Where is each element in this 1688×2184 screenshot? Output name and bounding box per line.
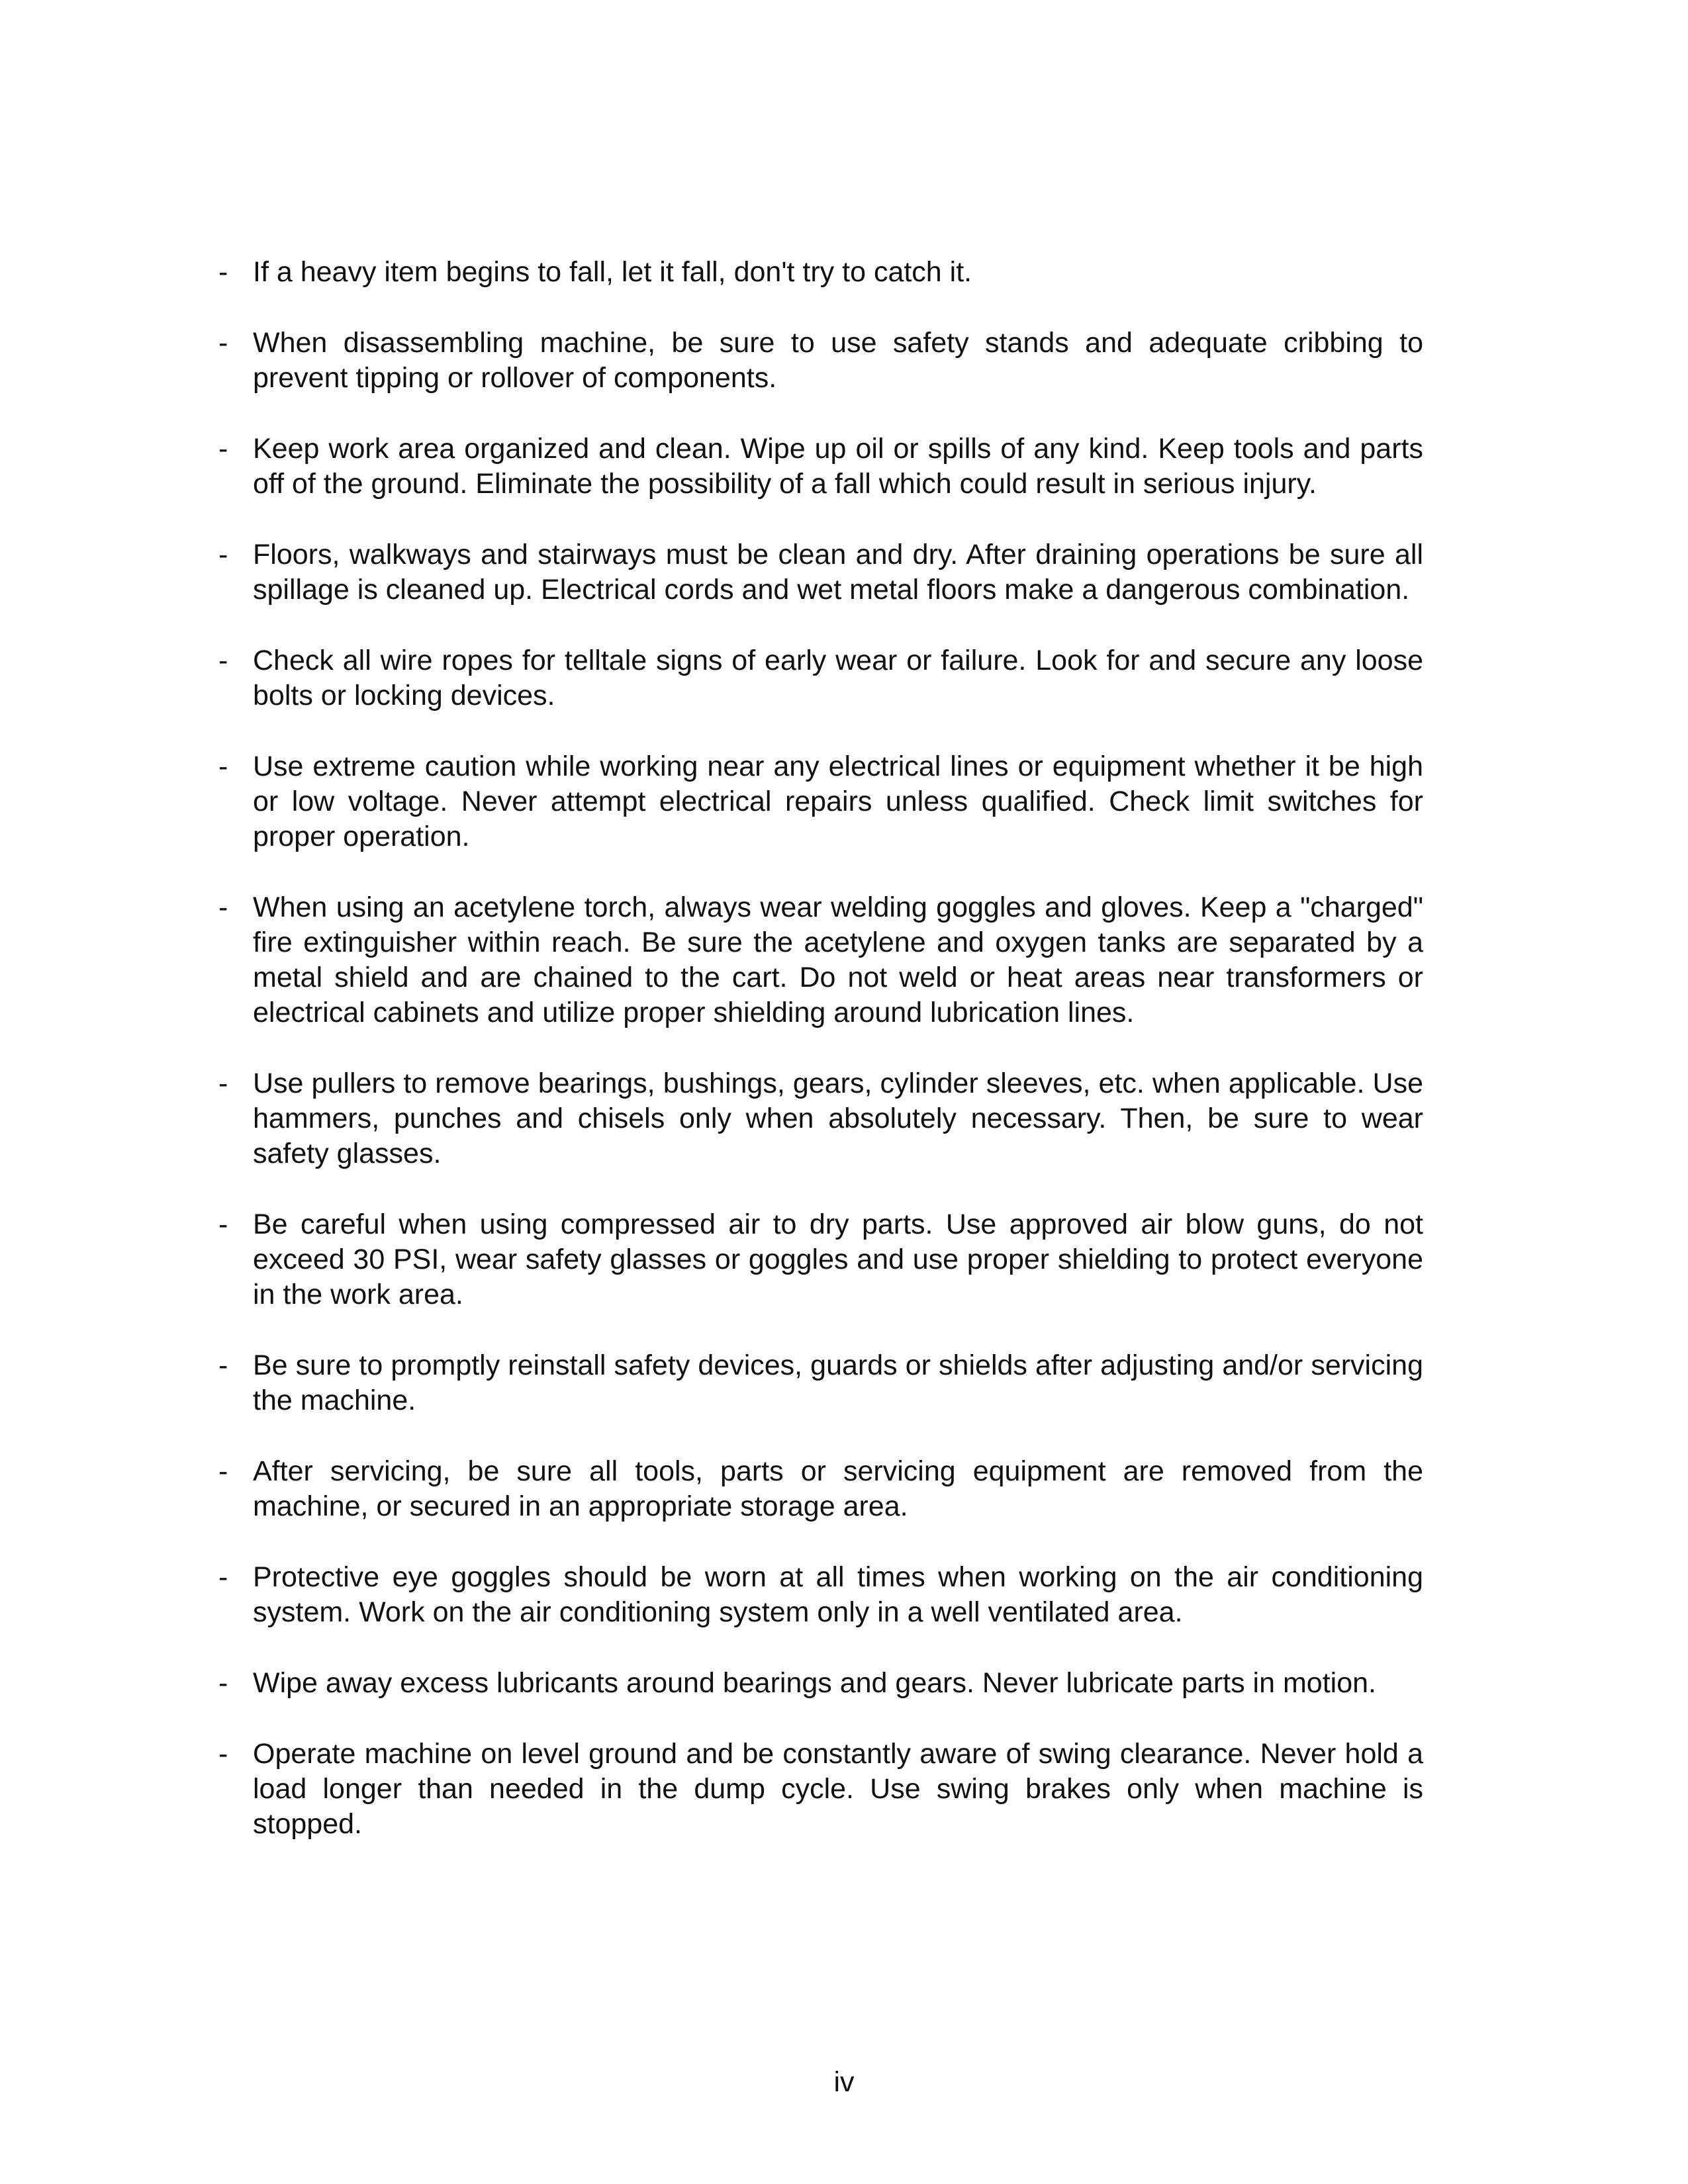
bullet-dash: - [218,256,228,288]
list-item-text: If a heavy item begins to fall, let it fall, don't try to catch it. [253,256,972,288]
list-item-text: Use extreme caution while working near any electrical lines or equipment whether it be high or low voltage. Never attempt electrical repairs unless qualified. Check limit switches for proper operation. [253,751,1423,852]
bullet-dash: - [218,751,228,782]
bullet-dash: - [218,891,228,923]
list-item [218,890,1423,1030]
list-item [218,255,1423,290]
list-item [218,432,1423,502]
list-item-text: Operate machine on level ground and be constantly aware of swing clearance. Never hold a load longer than needed in the dump cycle. Use swing brakes only when machine is stopped. [253,1738,1423,1840]
list-item [218,643,1423,713]
bullet-dash: - [218,645,228,676]
page-number: iv [833,2066,855,2098]
bullet-dash: - [218,1455,228,1487]
bullet-dash: - [218,1349,228,1381]
list-item [218,1560,1423,1630]
list-item [218,537,1423,608]
bullet-dash: - [218,1667,228,1699]
list-item-text: When using an acetylene torch, always wear welding goggles and gloves. Keep a "charged" fire extinguisher within reach. Be sure the acetylene and oxygen tanks are separated by a metal shield and are chained to the cart. Do not weld or heat areas near transformers or electrical cabinets and utilize proper shielding around lubrication lines. [253,891,1423,1028]
list-item [218,1348,1423,1418]
list-item-text: Protective eye goggles should be worn at all times when working on the air conditioning system. Work on the air conditioning system only in a well ventilated area. [253,1561,1423,1628]
bullet-dash: - [218,433,228,465]
list-item [218,1207,1423,1312]
safety-precautions-list [218,255,1423,1878]
list-item [218,749,1423,854]
list-item [218,326,1423,396]
bullet-dash: - [218,1561,228,1593]
list-item [218,1666,1423,1701]
list-item-text: Wipe away excess lubricants around bearings and gears. Never lubricate parts in motion. [253,1667,1376,1699]
list-item-text: Be careful when using compressed air to dry parts. Use approved air blow guns, do not exceed 30 PSI, wear safety glasses or goggles and use proper shielding to protect everyone in the work area. [253,1208,1423,1310]
list-item-text: Use pullers to remove bearings, bushings, gears, cylinder sleeves, etc. when applicable. Use hammers, punches and chisels only when absolutely necessary. Then, be sure to wear safety glasses. [253,1068,1423,1169]
bullet-dash: - [218,1068,228,1099]
list-item [218,1454,1423,1524]
list-item-text: Keep work area organized and clean. Wipe up oil or spills of any kind. Keep tools and parts off of the ground. Eliminate the possibility of a fall which could result in serious injury. [253,433,1423,500]
bullet-dash: - [218,1738,228,1770]
bullet-dash: - [218,1208,228,1240]
list-item [218,1737,1423,1842]
bullet-dash: - [218,327,228,359]
bullet-dash: - [218,539,228,570]
list-item-text: When disassembling machine, be sure to use safety stands and adequate cribbing to prevent tipping or rollover of components. [253,327,1423,394]
list-item-text: After servicing, be sure all tools, parts or servicing equipment are removed from the machine, or secured in an appropriate storage area. [253,1455,1423,1522]
list-item-text: Floors, walkways and stairways must be clean and dry. After draining operations be sure all spillage is cleaned up. Electrical cords and wet metal floors make a dangerous combination. [253,539,1423,606]
list-item-text: Check all wire ropes for telltale signs of early wear or failure. Look for and secure any loose bolts or locking devices. [253,645,1423,711]
list-item [218,1066,1423,1171]
list-item-text: Be sure to promptly reinstall safety devices, guards or shields after adjusting and/or servicing the machine. [253,1349,1423,1416]
